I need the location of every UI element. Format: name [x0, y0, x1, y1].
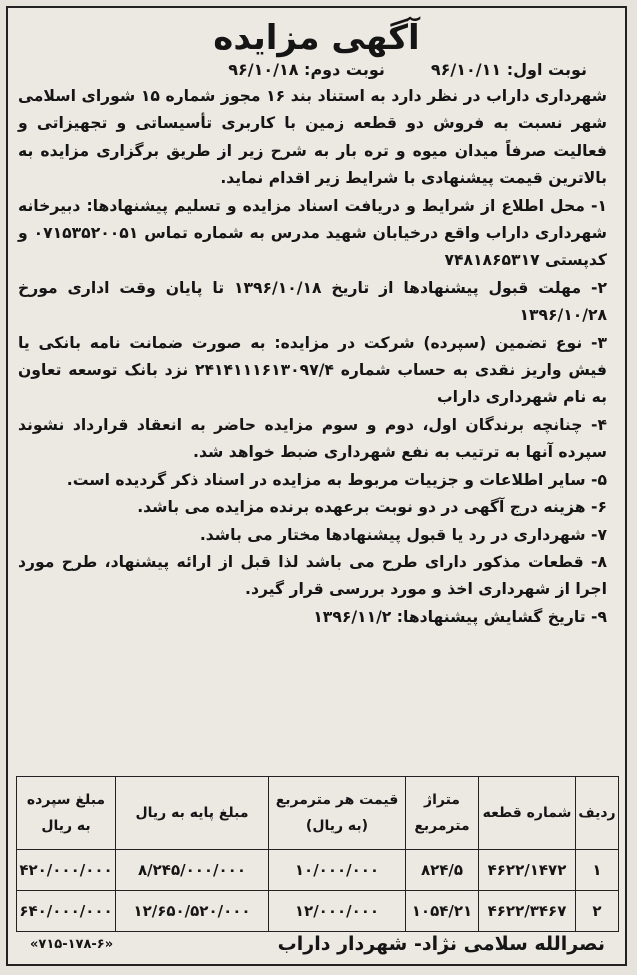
footer [16, 933, 619, 955]
intro-paragraph: شهرداری داراب در نظر دارد به استناد بند ۱۶ مجوز شماره ۱۵ شورای اسلامی شهر نسبت به فروش دو قطعه زمین با کاربری تأسیساتی و تجهیزاتی و فعالیت صرفاً میدان میوه و تره بار به شرح زیر از طریق برگزاری مزایده به بالاترین قیمت پیشنهادی با شرایط زیر اقدام نماید. [18, 87, 608, 188]
condition-item: ۷- شهرداری در رد یا قبول پیشنهادها مختار می باشد. [199, 525, 607, 544]
cell-deposit-amount: ۴۲۰/۰۰۰/۰۰۰ [17, 850, 116, 891]
second-publication-date: نوبت دوم: ۹۶/۱۰/۱۸ [228, 60, 385, 79]
cell-parcel-number: ۴۶۲۲/۳۴۶۷ [479, 891, 576, 932]
cell-deposit-amount: ۶۴۰/۰۰۰/۰۰۰ [17, 891, 116, 932]
cell-row-number: ۲ [576, 891, 619, 932]
cell-area: ۸۲۴/۵ [406, 850, 479, 891]
header-base-amount: مبلغ پایه به ریال [116, 777, 269, 850]
cell-row-number: ۱ [576, 850, 619, 891]
header-deposit-amount: مبلغ سپرده به ریال [17, 777, 116, 850]
condition-item: ۴- چنانچه برندگان اول، دوم و سوم مزایده حاضر به انعقاد قرارداد نشوند سپرده آنها به ترتیب به نفع شهرداری ضبط خواهد شد. [18, 415, 607, 462]
header-parcel-number: شماره قطعه [479, 777, 576, 850]
table-row [17, 850, 619, 891]
signature: نصرالله سلامی نژاد- شهردار داراب [277, 933, 605, 955]
first-publication-date: نوبت اول: ۹۶/۱۰/۱۱ [430, 60, 587, 79]
cell-base-amount: ۱۲/۶۵۰/۵۲۰/۰۰۰ [116, 891, 269, 932]
header-price-per-meter: قیمت هر مترمربع (به ریال) [269, 777, 406, 850]
condition-item: ۹- تاریخ گشایش پیشنهادها: ۱۳۹۶/۱۱/۲ [313, 607, 607, 626]
table-header-row [17, 777, 619, 850]
header-row-number: ردیف [576, 777, 619, 850]
advertisement-body [8, 83, 625, 631]
publication-dates [8, 60, 625, 79]
cell-price-per-meter: ۱۰/۰۰۰/۰۰۰ [269, 850, 406, 891]
header-area: متراژ مترمربع [406, 777, 479, 850]
condition-item: ۳- نوع تضمین (سپرده) شرکت در مزایده: به صورت ضمانت نامه بانکی یا فیش واریز نقدی به حساب شماره ۲۴۱۴۱۱۱۶۱۳۰۹۷/۴ نزد بانک توسعه تعاون به نام شهرداری داراب [18, 333, 607, 407]
condition-item: ۶- هزینه درج آگهی در دو نوبت برعهده برنده مزایده می باشد. [137, 498, 607, 517]
condition-item: ۲- مهلت قبول پیشنهادها از تاریخ ۱۳۹۶/۱۰/۱۸ تا پایان وقت اداری مورخ ۱۳۹۶/۱۰/۲۸ [18, 278, 607, 325]
cell-parcel-number: ۴۶۲۲/۱۴۷۲ [479, 850, 576, 891]
condition-item: ۱- محل اطلاع از شرایط و دریافت اسناد مزایده و تسلیم پیشنهادها: دبیرخانه شهرداری داراب واقع درخیابان شهید مدرس به شماره تماس ۰۷۱۵۳۵۲۰۰۵۱ و کدپستی ۷۴۸۱۸۶۵۳۱۷ [18, 196, 607, 270]
advertisement-page [6, 6, 627, 966]
condition-item: ۵- سایر اطلاعات و جزییات مربوط به مزایده در اسناد ذکر گردیده است. [66, 470, 607, 489]
page-title: آگهی مزایده [213, 18, 420, 58]
condition-item: ۸- قطعات مذکور دارای طرح می باشد لذا قبل از ارائه پیشنهاد، طرح مورد اجرا از شهرداری اخذ و مورد بررسی قرار گیرد. [18, 552, 607, 599]
table-row [17, 891, 619, 932]
cell-area: ۱۰۵۴/۲۱ [406, 891, 479, 932]
ad-code: «۷۱۵-۱۷۸-۶» [30, 936, 114, 952]
cell-base-amount: ۸/۲۴۵/۰۰۰/۰۰۰ [116, 850, 269, 891]
cell-price-per-meter: ۱۲/۰۰۰/۰۰۰ [269, 891, 406, 932]
parcels-table [16, 776, 619, 932]
